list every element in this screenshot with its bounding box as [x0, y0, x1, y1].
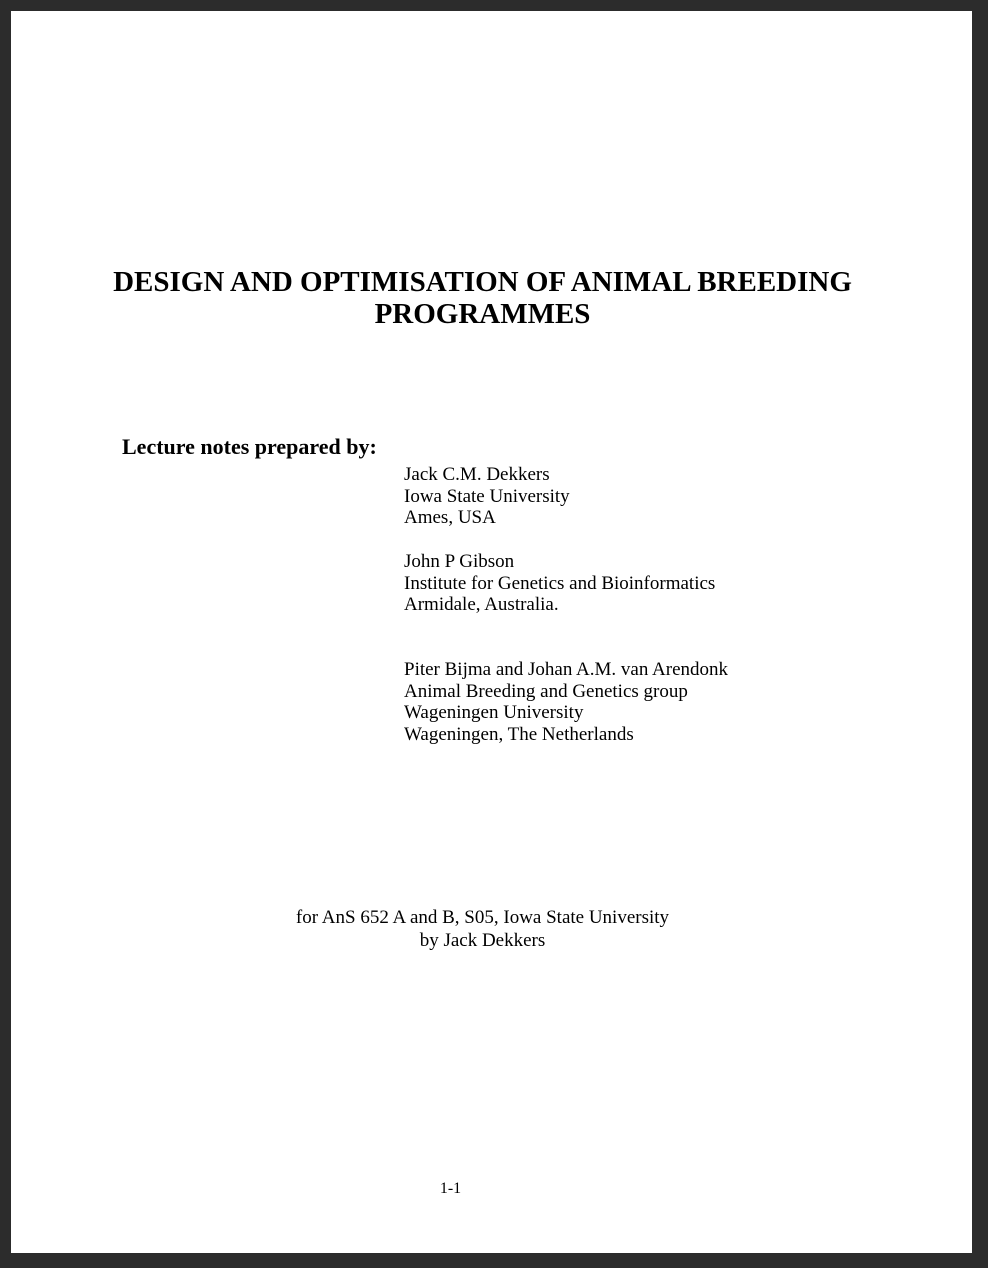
course-footer [11, 907, 972, 952]
author-affiliation: Animal Breeding and Genetics group [404, 680, 688, 702]
author-location: Ames, USA [404, 507, 496, 529]
author-name: Jack C.M. Dekkers [404, 464, 550, 485]
document-title [11, 266, 972, 330]
author-name: John P Gibson [404, 551, 515, 572]
author-affiliation: Institute for Genetics and Bioinformatics [404, 572, 716, 594]
page-number: 1-1 [439, 1180, 462, 1197]
author-name: Piter Bijma and Johan A.M. van Arendonk [404, 659, 729, 680]
document-page [11, 11, 972, 1253]
author-location: Armidale, Australia. [404, 594, 559, 616]
author-block-dekkers [404, 464, 570, 529]
course-author-line: by Jack Dekkers [419, 929, 546, 951]
title-line: PROGRAMMES [374, 298, 591, 330]
author-block-gibson [404, 551, 715, 616]
author-location: Wageningen, The Netherlands [404, 724, 634, 746]
author-affiliation: Iowa State University [404, 485, 570, 507]
prepared-by-heading: Lecture notes prepared by: [122, 434, 377, 459]
title-line: DESIGN AND OPTIMISATION OF ANIMAL BREEDING [113, 266, 852, 298]
author-affiliation: Wageningen University [404, 702, 584, 724]
author-block-bijma-arendonk [404, 659, 728, 746]
course-line: for AnS 652 A and B, S05, Iowa State University [295, 907, 670, 928]
